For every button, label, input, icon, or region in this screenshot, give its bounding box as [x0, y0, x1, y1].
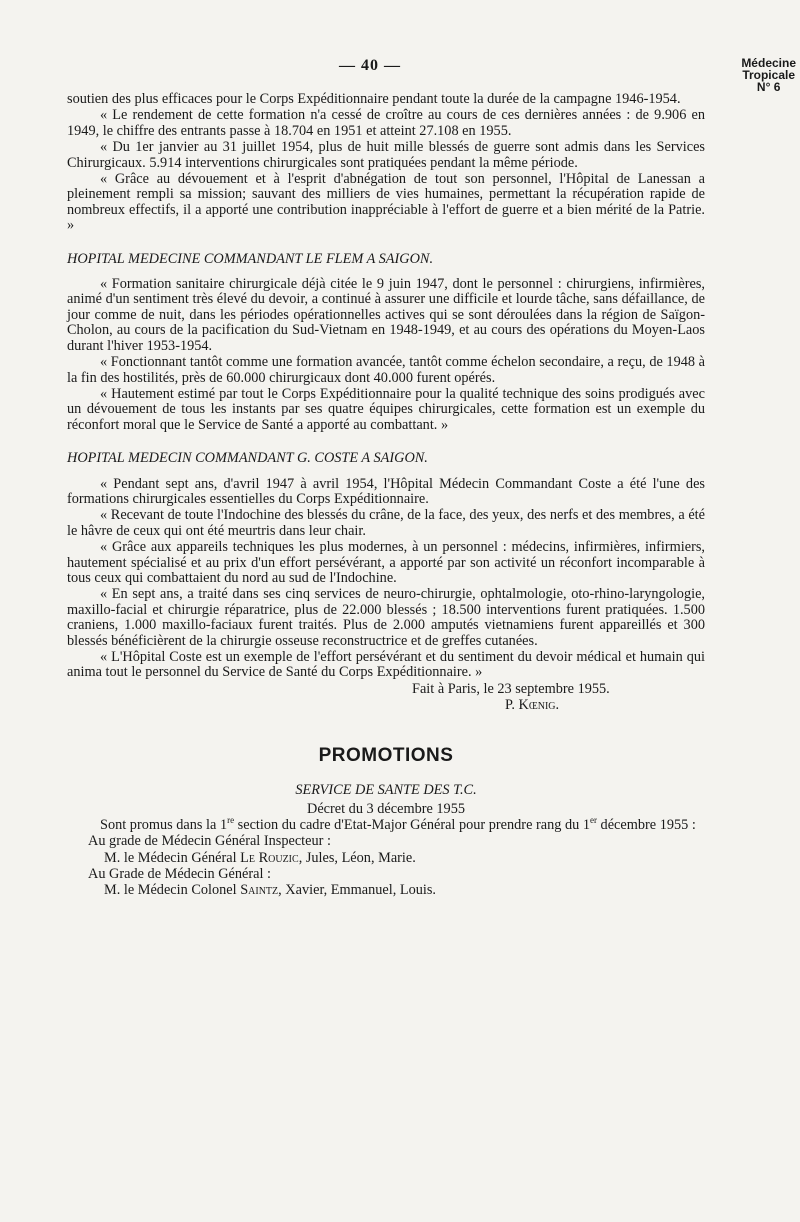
article-body — [67, 92, 705, 900]
journal-issue: N° 6 — [756, 80, 781, 94]
signature-place-date: Fait à Paris, le 23 septembre 1955. — [412, 680, 610, 697]
person-prefix: M. le Médecin Colonel — [104, 882, 241, 899]
service-title: SERVICE DE SANTE DES T.C. — [295, 782, 477, 799]
promotions-title: PROMOTIONS — [318, 744, 454, 766]
journal-name-line2: Tropicale — [742, 68, 795, 82]
section-heading-le-flem: HOPITAL MEDECINE COMMANDANT LE FLEM A SAIGON. — [67, 250, 434, 267]
journal-badge — [741, 57, 796, 93]
promotion-intro: Sont promus dans la 1re section du cadre d'Etat-Major Général pour prendre rang du 1er décembre 1955 : — [100, 815, 696, 833]
signature-surname: Kœnig. — [518, 697, 560, 714]
citation-paragraph: « Grâce aux appareils techniques les plus modernes, à un personnel : médecins, infirmières, infirmiers, hautement spécialisé et au prix d'un effort persévérant, a apporté par son activité un réconfort incomparable à tous ceux qui combattaient du nord au sud de l'Indochine. — [67, 539, 705, 586]
intro-text: décembre 1955 : — [596, 816, 696, 833]
ordinal-suffix: er — [589, 815, 597, 826]
intro-paragraph: « Grâce au dévouement et à l'esprit d'abnégation de tout son personnel, l'Hôpital de Lanessan a pleinement rempli sa mission; sauvant des milliers de vies humaines, permettant la récupération rapide de nombreux effectifs, il a apporté une contribution inappréciable à l'effort de guerre et a bien mérité de la Patrie. » — [67, 171, 705, 234]
person-given-names: , Jules, Léon, Marie. — [298, 849, 416, 866]
decree-line: Décret du 3 décembre 1955 — [307, 801, 465, 818]
intro-paragraph: soutien des plus efficaces pour le Corps Expéditionnaire pendant toute la durée de la campagne 1946-1954. — [67, 91, 681, 107]
promoted-person — [67, 883, 705, 898]
citation-paragraph: « Hautement estimé par tout le Corps Expéditionnaire pour la qualité technique des soins prodigués avec un dévouement de tous les instants par ses quatre équipes chirurgicales, cette formation est un exemple du réconfort moral que le Service de Santé a apporté au combattant. » — [67, 385, 705, 433]
citation-paragraph: « En sept ans, a traité dans ses cinq services de neuro-chirurgie, ophtalmologie, oto-rhino-laryngologie, maxillo-facial et chirurgie réparatrice, plus de 22.000 blessés ; 18.500 interventions furent pratiquées. 1.500 craniens, 1.000 maxillo-faciaux furent traités. Plus de 2.000 amputés vietnamiens furent appareillés et 300 blessés bénéficièrent de la chirurgie osseuse reconstructrice et de greffes cutanées. — [67, 586, 705, 649]
person-surname: Saintz — [240, 882, 279, 899]
person-given-names: , Xavier, Emmanuel, Louis. — [278, 882, 437, 899]
citation-paragraph: « Recevant de toute l'Indochine des blessés du crâne, de la face, des yeux, des nerfs et des membres, a été le hâvre de ceux qui ont été meurtris dans leur chair. — [67, 507, 705, 539]
citation-paragraph: « L'Hôpital Coste est un exemple de l'effort persévérant et du sentiment du devoir médical et humain qui anima tout le personnel du Service de Santé du Corps Expéditionnaire. » — [67, 649, 705, 681]
person-surname: Le Rouzic — [240, 849, 299, 866]
signature-name — [67, 698, 705, 713]
journal-name-line1: Médecine — [741, 56, 796, 70]
section-heading-coste: HOPITAL MEDECIN COMMANDANT G. COSTE A SAIGON. — [67, 450, 428, 467]
grade-heading: Au Grade de Médecin Général : — [88, 866, 271, 883]
intro-paragraph: « Le rendement de cette formation n'a cessé de croître au cours de ces dernières années : de 9.906 en 1949, le chiffre des entrants passe à 18.704 en 1951 et atteint 27.108 en 1955. — [67, 107, 705, 139]
ordinal-suffix: re — [227, 815, 235, 826]
intro-paragraph: « Du 1er janvier au 31 juillet 1954, plus de huit mille blessés de guerre sont admis dans les Services Chirurgicaux. 5.914 interventions chirurgicales sont pratiquées pendant la même période. — [67, 139, 705, 171]
promoted-person — [67, 851, 705, 866]
citation-paragraph: « Fonctionnant tantôt comme une formation avancée, tantôt comme échelon secondaire, a reçu, de 1948 à la fin des hostilités, près de 60.000 chirurgicaux dont 40.000 furent opérés. — [67, 354, 705, 386]
signature-initial: P. — [505, 697, 519, 714]
intro-text: section du cadre d'Etat-Major Général pour prendre rang du 1 — [234, 816, 590, 833]
intro-text: Sont promus dans la — [100, 816, 220, 833]
page-number: — 40 — — [339, 57, 401, 74]
grade-heading: Au grade de Médecin Général Inspecteur : — [88, 833, 331, 850]
citation-paragraph: « Formation sanitaire chirurgicale déjà citée le 9 juin 1947, dont le personnel : chirurgiens, infirmières, animé d'un sentiment très élevé du devoir, a continué à assurer une difficile et lourde tâche, sans défaillance, de jour comme de nuit, dans les périodes opérationnelles actives qui se sont déroulées dans la région de Saïgon-Cholon, au cours de la pacification du Sud-Vietnam en 1948-1949, et au cours des opérations du Moyen-Laos durant l'hiver 1953-1954. — [67, 276, 705, 354]
person-prefix: M. le Médecin Général — [104, 849, 241, 866]
citation-paragraph: « Pendant sept ans, d'avril 1947 à avril 1954, l'Hôpital Médecin Commandant Coste a été l'une des formations chirurgicales essentielles du Corps Expéditionnaire. — [67, 475, 705, 507]
